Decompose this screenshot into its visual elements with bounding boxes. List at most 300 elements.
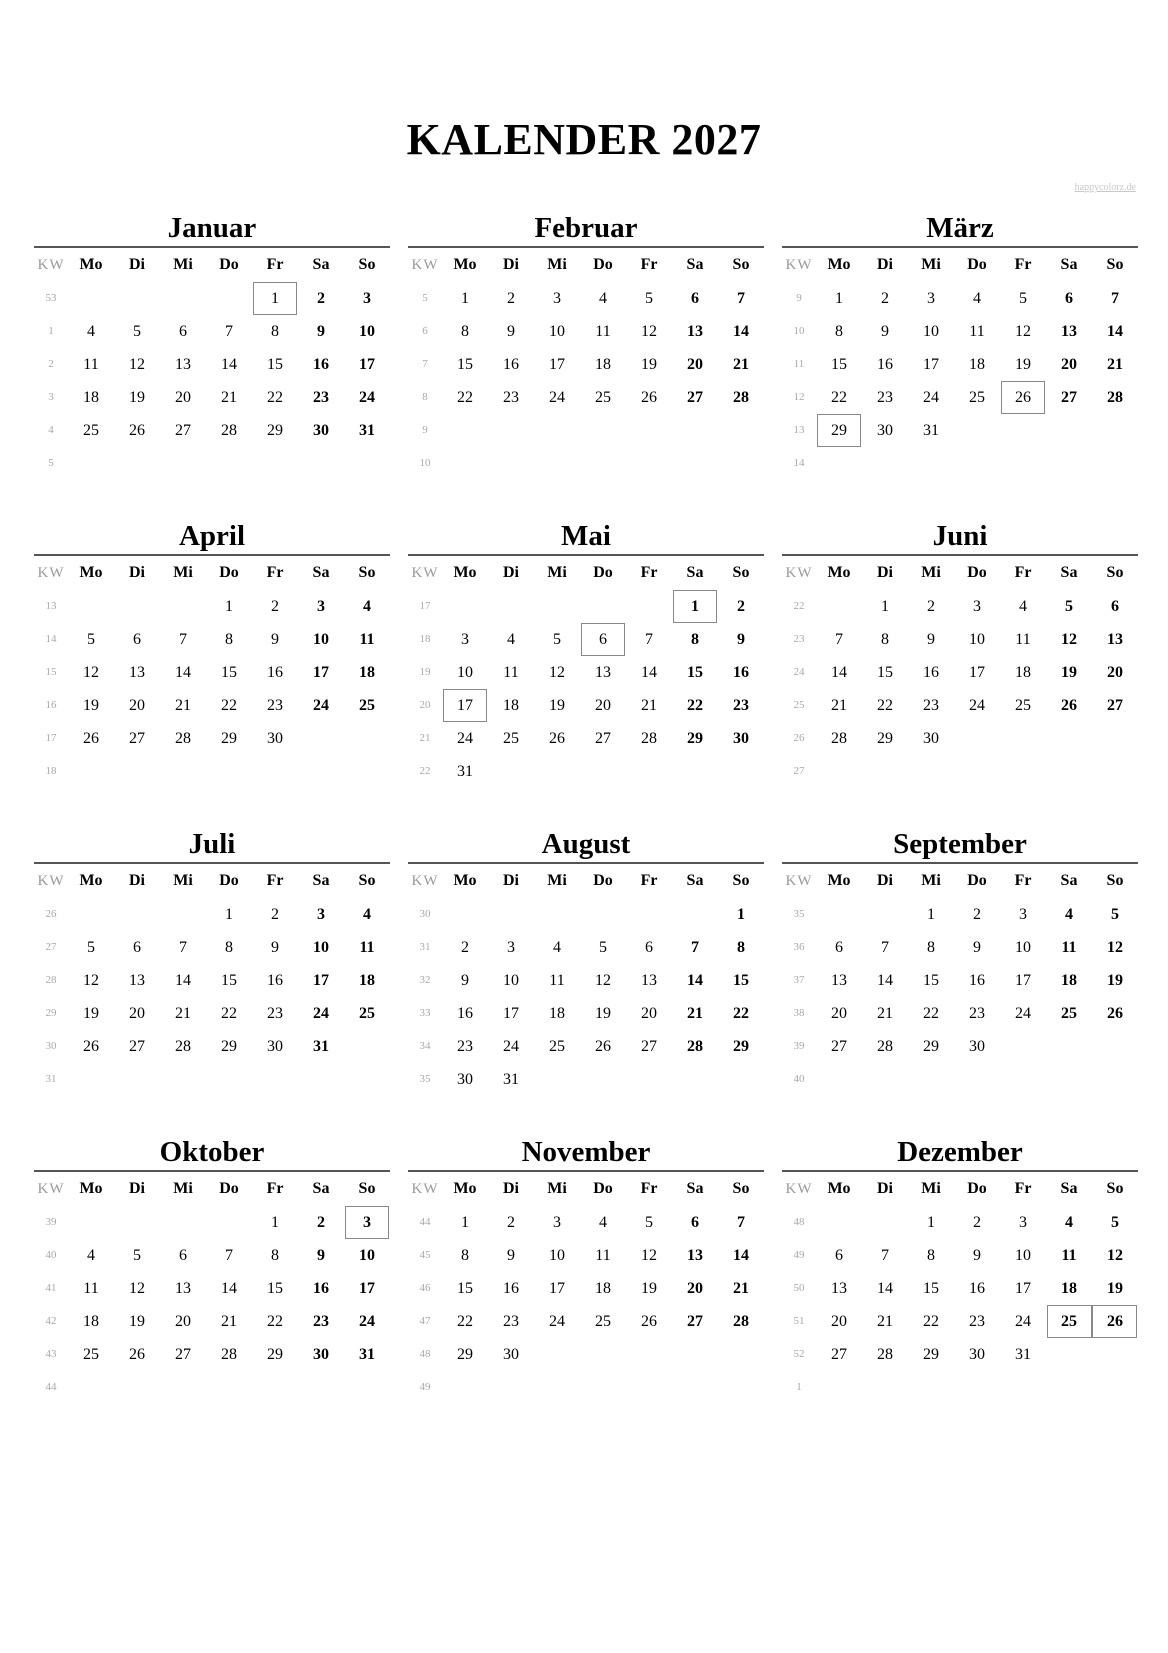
day-cell: 4	[87, 1247, 95, 1264]
week-number: 20	[419, 699, 431, 711]
day-cell: 16	[969, 972, 985, 989]
day-cell: 19	[1107, 972, 1123, 989]
week-number: 35	[793, 908, 805, 920]
day-cell: 5	[1065, 598, 1073, 615]
day-cell: 31	[359, 422, 375, 439]
day-cell: 24	[1015, 1313, 1031, 1330]
week-number: 11	[793, 358, 805, 370]
day-cell: 21	[687, 1005, 703, 1022]
week-number: 1	[796, 1381, 802, 1393]
weekday-header: So	[732, 1180, 750, 1197]
weekday-header: So	[732, 256, 750, 273]
day-cell	[344, 447, 390, 480]
day-cell: 15	[267, 1280, 283, 1297]
day-cell: 13	[641, 972, 657, 989]
day-cell: 21	[641, 697, 657, 714]
day-cell	[534, 898, 580, 931]
day-cell	[954, 447, 1000, 480]
day-cell	[862, 755, 908, 788]
day-cell: 28	[733, 389, 749, 406]
day-cell: 30	[923, 730, 939, 747]
day-cell	[114, 755, 160, 788]
day-cell: 24	[313, 1005, 329, 1022]
day-cell	[160, 1206, 206, 1239]
day-cell: 28	[1107, 389, 1123, 406]
day-cell: 30	[503, 1346, 519, 1363]
weekday-header: Do	[593, 256, 613, 273]
day-cell	[160, 282, 206, 315]
month-title: März	[926, 212, 994, 244]
weekday-header: Fr	[266, 564, 284, 581]
day-cell: 18	[1061, 1280, 1077, 1297]
weekday-header: Fr	[1014, 872, 1032, 889]
weekday-header: Mi	[921, 1180, 941, 1197]
day-cell: 3	[973, 598, 981, 615]
day-cell: 9	[317, 323, 325, 340]
day-cell	[580, 1338, 626, 1371]
day-cell	[1000, 755, 1046, 788]
day-cell: 4	[1065, 1214, 1073, 1231]
weekday-header: Mi	[173, 872, 193, 889]
day-cell	[160, 590, 206, 623]
day-cell	[68, 755, 114, 788]
day-cell: 12	[1015, 323, 1031, 340]
day-cell	[1092, 722, 1138, 755]
weekday-header: Mo	[827, 256, 851, 273]
day-cell: 11	[549, 972, 565, 989]
day-cell: 5	[133, 1247, 141, 1264]
month-table	[408, 862, 764, 1096]
day-cell	[1092, 755, 1138, 788]
weekday-header: Do	[219, 256, 239, 273]
day-cell: 30	[267, 1038, 283, 1055]
day-cell: 14	[733, 323, 749, 340]
day-cell: 19	[129, 389, 145, 406]
day-cell: 7	[179, 939, 187, 956]
day-cell: 27	[831, 1038, 847, 1055]
kw-header: KW	[37, 1181, 65, 1197]
day-cell	[160, 447, 206, 480]
day-cell: 6	[179, 323, 187, 340]
day-cell	[534, 755, 580, 788]
month-title: Dezember	[897, 1136, 1023, 1168]
day-cell: 16	[923, 664, 939, 681]
week-number: 10	[419, 457, 431, 469]
day-cell: 22	[923, 1005, 939, 1022]
kw-header: KW	[37, 257, 65, 273]
day-cell: 30	[313, 1346, 329, 1363]
day-cell: 6	[179, 1247, 187, 1264]
weekday-header: Mo	[827, 564, 851, 581]
day-cell: 23	[267, 697, 283, 714]
month-title: August	[541, 828, 631, 860]
day-cell: 14	[831, 664, 847, 681]
day-cell: 14	[687, 972, 703, 989]
day-cell: 6	[645, 939, 653, 956]
week-number: 50	[793, 1282, 805, 1294]
day-cell	[252, 447, 298, 480]
day-cell: 8	[691, 631, 699, 648]
day-cell	[1046, 1030, 1092, 1063]
day-cell: 3	[553, 290, 561, 307]
day-cell: 16	[267, 664, 283, 681]
day-cell: 13	[129, 664, 145, 681]
day-cell	[114, 1206, 160, 1239]
kw-header: KW	[785, 873, 813, 889]
day-cell: 3	[363, 290, 371, 307]
day-cell: 9	[881, 323, 889, 340]
day-cell: 21	[175, 1005, 191, 1022]
day-cell: 25	[1061, 1005, 1077, 1022]
day-cell: 13	[1107, 631, 1123, 648]
week-number: 47	[419, 1315, 431, 1327]
day-cell: 1	[461, 1214, 469, 1231]
weekday-header: Mo	[79, 872, 103, 889]
day-cell: 11	[503, 664, 519, 681]
day-cell	[1046, 1063, 1092, 1096]
day-cell: 24	[969, 697, 985, 714]
day-cell: 22	[877, 697, 893, 714]
day-cell: 1	[835, 290, 843, 307]
day-cell: 6	[133, 939, 141, 956]
day-cell: 8	[225, 631, 233, 648]
month-title: Oktober	[159, 1136, 265, 1168]
day-cell: 26	[129, 1346, 145, 1363]
day-cell: 8	[461, 323, 469, 340]
day-cell: 5	[1111, 1214, 1119, 1231]
week-number: 5	[48, 457, 54, 469]
day-cell	[672, 1338, 718, 1371]
day-cell: 11	[969, 323, 985, 340]
day-cell	[442, 898, 488, 931]
day-cell	[862, 447, 908, 480]
day-cell	[908, 755, 954, 788]
day-cell: 22	[457, 389, 473, 406]
day-cell: 7	[881, 939, 889, 956]
day-cell: 19	[641, 356, 657, 373]
day-cell	[580, 755, 626, 788]
week-number: 4	[48, 424, 54, 436]
day-cell	[114, 282, 160, 315]
day-cell: 16	[457, 1005, 473, 1022]
day-cell	[68, 590, 114, 623]
day-cell: 11	[595, 323, 611, 340]
day-cell: 10	[1015, 939, 1031, 956]
day-cell: 2	[927, 598, 935, 615]
day-cell: 10	[457, 664, 473, 681]
day-cell: 3	[1019, 906, 1027, 923]
day-cell: 27	[687, 389, 703, 406]
day-cell: 1	[881, 598, 889, 615]
day-cell: 26	[641, 1313, 657, 1330]
day-cell: 28	[687, 1038, 703, 1055]
day-cell	[68, 282, 114, 315]
month-table	[782, 1170, 1138, 1404]
day-cell	[580, 414, 626, 447]
day-cell: 9	[507, 1247, 515, 1264]
week-number: 38	[793, 1007, 805, 1019]
weekday-header: Mo	[79, 1180, 103, 1197]
week-number: 32	[419, 974, 431, 986]
month-6	[34, 824, 390, 1132]
week-number: 23	[793, 633, 805, 645]
day-cell: 3	[1019, 1214, 1027, 1231]
day-cell: 27	[1107, 697, 1123, 714]
week-number: 18	[45, 765, 57, 777]
week-number: 14	[793, 457, 805, 469]
day-cell: 18	[1061, 972, 1077, 989]
day-cell: 17	[549, 1280, 565, 1297]
day-cell: 5	[1019, 290, 1027, 307]
day-cell: 14	[221, 356, 237, 373]
day-cell: 18	[969, 356, 985, 373]
day-cell	[252, 1371, 298, 1404]
weekday-header: Sa	[1060, 1180, 1078, 1197]
kw-header: KW	[411, 873, 439, 889]
day-cell: 18	[359, 664, 375, 681]
day-cell: 22	[221, 1005, 237, 1022]
day-cell: 5	[645, 290, 653, 307]
weekday-header: Di	[129, 1180, 145, 1197]
day-cell	[488, 414, 534, 447]
day-cell: 12	[129, 356, 145, 373]
day-cell: 30	[313, 422, 329, 439]
holiday-day-cell: 26	[1000, 381, 1046, 414]
day-cell	[718, 414, 764, 447]
day-cell: 12	[641, 1247, 657, 1264]
weekday-header: Fr	[266, 256, 284, 273]
day-cell	[580, 590, 626, 623]
day-cell: 19	[83, 697, 99, 714]
week-number: 34	[419, 1040, 431, 1052]
day-cell: 24	[549, 1313, 565, 1330]
day-cell: 1	[927, 906, 935, 923]
day-cell: 25	[83, 422, 99, 439]
day-cell	[488, 447, 534, 480]
week-number: 17	[419, 600, 431, 612]
month-title: Februar	[534, 212, 638, 244]
week-number: 3	[48, 391, 54, 403]
day-cell	[1000, 447, 1046, 480]
day-cell: 20	[831, 1005, 847, 1022]
day-cell	[954, 755, 1000, 788]
week-number: 12	[793, 391, 805, 403]
day-cell: 15	[923, 972, 939, 989]
day-cell: 22	[923, 1313, 939, 1330]
day-cell: 12	[1061, 631, 1077, 648]
weekday-header: Di	[503, 1180, 519, 1197]
day-cell: 26	[83, 1038, 99, 1055]
month-table	[408, 246, 764, 480]
day-cell	[1000, 722, 1046, 755]
weekday-header: Do	[967, 564, 987, 581]
day-cell: 7	[737, 290, 745, 307]
week-number: 35	[419, 1073, 431, 1085]
month-title: September	[893, 828, 1027, 860]
day-cell: 7	[645, 631, 653, 648]
weekday-header: Mo	[453, 256, 477, 273]
day-cell: 25	[503, 730, 519, 747]
day-cell: 18	[83, 1313, 99, 1330]
day-cell: 21	[175, 697, 191, 714]
day-cell: 9	[973, 1247, 981, 1264]
day-cell: 16	[313, 1280, 329, 1297]
weekday-header: So	[1106, 256, 1124, 273]
weekday-header: Mo	[79, 564, 103, 581]
week-number: 51	[793, 1315, 805, 1327]
day-cell: 10	[313, 939, 329, 956]
day-cell: 4	[553, 939, 561, 956]
weekday-header: Fr	[640, 564, 658, 581]
week-number: 37	[793, 974, 805, 986]
weekday-header: Di	[129, 256, 145, 273]
day-cell: 23	[313, 389, 329, 406]
day-cell	[672, 755, 718, 788]
day-cell	[68, 447, 114, 480]
day-cell	[816, 590, 862, 623]
week-number: 40	[793, 1073, 805, 1085]
kw-header: KW	[411, 257, 439, 273]
week-number: 39	[45, 1216, 57, 1228]
week-number: 49	[419, 1381, 431, 1393]
day-cell: 30	[877, 422, 893, 439]
week-number: 48	[419, 1348, 431, 1360]
day-cell: 25	[359, 1005, 375, 1022]
day-cell: 28	[221, 422, 237, 439]
day-cell	[344, 1030, 390, 1063]
day-cell	[298, 1371, 344, 1404]
week-number: 48	[793, 1216, 805, 1228]
day-cell: 1	[271, 1214, 279, 1231]
week-number: 44	[419, 1216, 431, 1228]
day-cell	[344, 755, 390, 788]
day-cell	[442, 447, 488, 480]
day-cell	[1046, 722, 1092, 755]
day-cell: 14	[641, 664, 657, 681]
day-cell: 5	[87, 939, 95, 956]
week-number: 43	[45, 1348, 57, 1360]
day-cell: 13	[687, 323, 703, 340]
week-number: 17	[45, 732, 57, 744]
day-cell: 27	[687, 1313, 703, 1330]
weekday-header: Mo	[79, 256, 103, 273]
day-cell	[672, 898, 718, 931]
day-cell: 9	[271, 631, 279, 648]
day-cell: 22	[733, 1005, 749, 1022]
credit-link[interactable]: happycolorz.de	[1074, 182, 1136, 193]
day-cell: 6	[835, 1247, 843, 1264]
month-table	[34, 862, 390, 1096]
day-cell	[68, 898, 114, 931]
kw-header: KW	[785, 1181, 813, 1197]
day-cell	[160, 1063, 206, 1096]
day-cell: 5	[553, 631, 561, 648]
kw-header: KW	[37, 873, 65, 889]
day-cell: 25	[83, 1346, 99, 1363]
weekday-header: Mi	[547, 872, 567, 889]
day-cell: 2	[973, 1214, 981, 1231]
day-cell: 3	[461, 631, 469, 648]
day-cell: 27	[831, 1346, 847, 1363]
week-number: 40	[45, 1249, 57, 1261]
day-cell	[862, 1206, 908, 1239]
day-cell	[114, 1063, 160, 1096]
day-cell	[534, 1371, 580, 1404]
day-cell: 24	[1015, 1005, 1031, 1022]
day-cell: 18	[595, 356, 611, 373]
day-cell: 2	[737, 598, 745, 615]
day-cell: 16	[969, 1280, 985, 1297]
day-cell: 21	[831, 697, 847, 714]
day-cell	[580, 1063, 626, 1096]
day-cell: 12	[595, 972, 611, 989]
weekday-header: Sa	[686, 256, 704, 273]
month-3	[34, 516, 390, 824]
week-number: 13	[793, 424, 805, 436]
day-cell	[1092, 447, 1138, 480]
weekday-header: Mi	[173, 564, 193, 581]
day-cell: 10	[1015, 1247, 1031, 1264]
weekday-header: Fr	[1014, 564, 1032, 581]
week-number: 10	[793, 325, 805, 337]
day-cell: 23	[923, 697, 939, 714]
day-cell	[114, 898, 160, 931]
weekday-header: Mi	[921, 872, 941, 889]
day-cell	[580, 1371, 626, 1404]
day-cell: 19	[83, 1005, 99, 1022]
day-cell	[160, 898, 206, 931]
day-cell: 20	[129, 697, 145, 714]
day-cell: 11	[83, 356, 99, 373]
day-cell: 30	[969, 1038, 985, 1055]
day-cell: 12	[549, 664, 565, 681]
weekday-header: Do	[593, 564, 613, 581]
day-cell: 23	[969, 1313, 985, 1330]
day-cell: 21	[733, 356, 749, 373]
weekday-header: So	[1106, 1180, 1124, 1197]
day-cell: 7	[1111, 290, 1119, 307]
day-cell: 21	[733, 1280, 749, 1297]
day-cell: 29	[221, 1038, 237, 1055]
week-number: 45	[419, 1249, 431, 1261]
day-cell: 10	[969, 631, 985, 648]
month-table	[34, 554, 390, 788]
weekday-header: Sa	[686, 1180, 704, 1197]
day-cell	[626, 1371, 672, 1404]
day-cell	[816, 1371, 862, 1404]
weekday-header: Sa	[312, 872, 330, 889]
day-cell: 16	[313, 356, 329, 373]
weekday-header: Do	[219, 564, 239, 581]
day-cell	[672, 447, 718, 480]
day-cell	[672, 414, 718, 447]
day-cell	[862, 1371, 908, 1404]
weekday-header: Mi	[173, 1180, 193, 1197]
day-cell: 9	[973, 939, 981, 956]
day-cell	[1000, 1030, 1046, 1063]
kw-header: KW	[785, 257, 813, 273]
day-cell: 19	[1015, 356, 1031, 373]
day-cell: 8	[461, 1247, 469, 1264]
day-cell	[1092, 1063, 1138, 1096]
day-cell: 22	[267, 1313, 283, 1330]
month-2	[782, 208, 1138, 516]
day-cell: 18	[549, 1005, 565, 1022]
week-number: 8	[422, 391, 428, 403]
weekday-header: Di	[503, 564, 519, 581]
holiday-day-cell: 26	[1092, 1305, 1138, 1338]
day-cell: 15	[267, 356, 283, 373]
